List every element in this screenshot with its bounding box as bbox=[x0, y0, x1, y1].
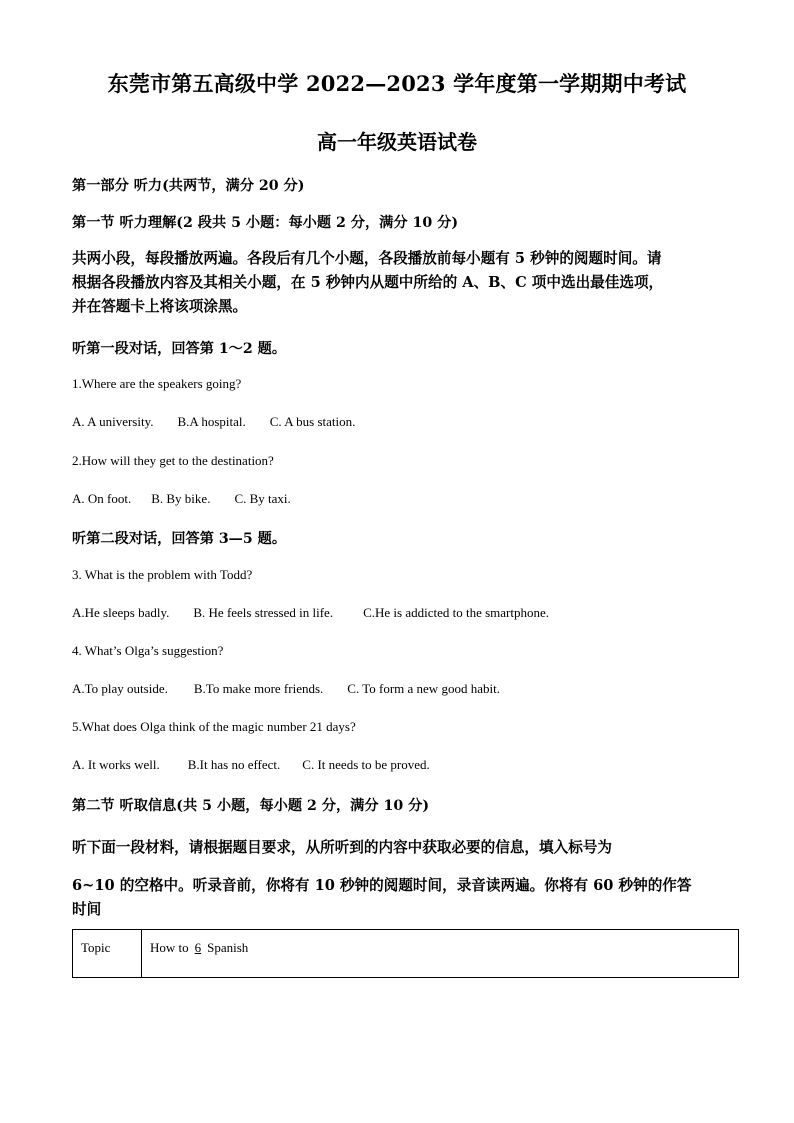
question-3: 3. What is the problem with Todd? bbox=[72, 567, 253, 582]
option-a: A.To play outside. bbox=[72, 681, 168, 696]
option-c: C. A bus station. bbox=[269, 414, 356, 429]
question-4-options bbox=[72, 681, 500, 697]
option-c: C. To form a new good habit. bbox=[347, 681, 500, 696]
question-1-options bbox=[72, 414, 355, 430]
part1-heading: 第一部分 听力(共两节，满分 20 分) bbox=[72, 178, 305, 194]
section2-heading: 第二节 听取信息(共 5 小题，每小题 2 分，满分 10 分) bbox=[72, 798, 430, 814]
section1-instructions: 共两小段，每段播放两遍。各段后有几个小题，各段播放前每小题有 5 秒钟的阅题时间。请 根据各段播放内容及其相关小题，在 5 秒钟内从题中所给的 A、B、C 项中选出最佳选项， 并在答题卡上将该项涂黑。 bbox=[72, 250, 664, 315]
question-4: 4. What’s Olga’s suggestion? bbox=[72, 643, 224, 658]
answer-table bbox=[72, 929, 739, 978]
section1-heading: 第一节 听力理解(2 段共 5 小题：每小题 2 分，满分 10 分) bbox=[72, 215, 459, 231]
option-b: B. He feels stressed in life. bbox=[193, 605, 334, 620]
exam-title: 东莞市第五高级中学 2022—2023 学年度第一学期期中考试 bbox=[107, 71, 687, 96]
option-c: C. It needs to be proved. bbox=[302, 757, 430, 772]
section2-instructions: 听下面一段材料，请根据题目要求，从所听到的内容中获取必要的信息，填入标号为 6~10 的空格中。听录音前，你将有 10 秒钟的阅题时间，录音读两遍。你将有 60 秒钟的作答 时间 bbox=[72, 839, 692, 918]
option-c: C. By taxi. bbox=[234, 491, 291, 506]
option-b: B.To make more friends. bbox=[193, 681, 324, 696]
option-a: A. It works well. bbox=[72, 757, 160, 772]
blank-6[interactable]: 6 bbox=[194, 940, 202, 955]
option-a: A. A university. bbox=[72, 414, 154, 429]
option-b: B.A hospital. bbox=[177, 414, 246, 429]
topic-content: How to 6 Spanish bbox=[142, 930, 739, 978]
question-5: 5.What does Olga think of the magic number 21 days? bbox=[72, 719, 356, 734]
exam-subtitle: 高一年级英语试卷 bbox=[317, 130, 477, 154]
table-row bbox=[73, 930, 739, 978]
question-3-options bbox=[72, 605, 549, 621]
option-b: B. By bike. bbox=[151, 491, 211, 506]
option-a: A. On foot. bbox=[72, 491, 132, 506]
question-2-options bbox=[72, 491, 291, 507]
question-2: 2.How will they get to the destination? bbox=[72, 453, 274, 468]
option-c: C.He is addicted to the smartphone. bbox=[363, 605, 550, 620]
question-1: 1.Where are the speakers going? bbox=[72, 376, 242, 391]
option-a: A.He sleeps badly. bbox=[72, 605, 170, 620]
option-b: B.It has no effect. bbox=[187, 757, 281, 772]
topic-label: Topic bbox=[73, 930, 142, 978]
dialogue1-heading: 听第一段对话，回答第 1～2 题。 bbox=[72, 341, 287, 357]
question-5-options bbox=[72, 757, 430, 773]
dialogue2-heading: 听第二段对话，回答第 3—5 题。 bbox=[72, 531, 287, 547]
